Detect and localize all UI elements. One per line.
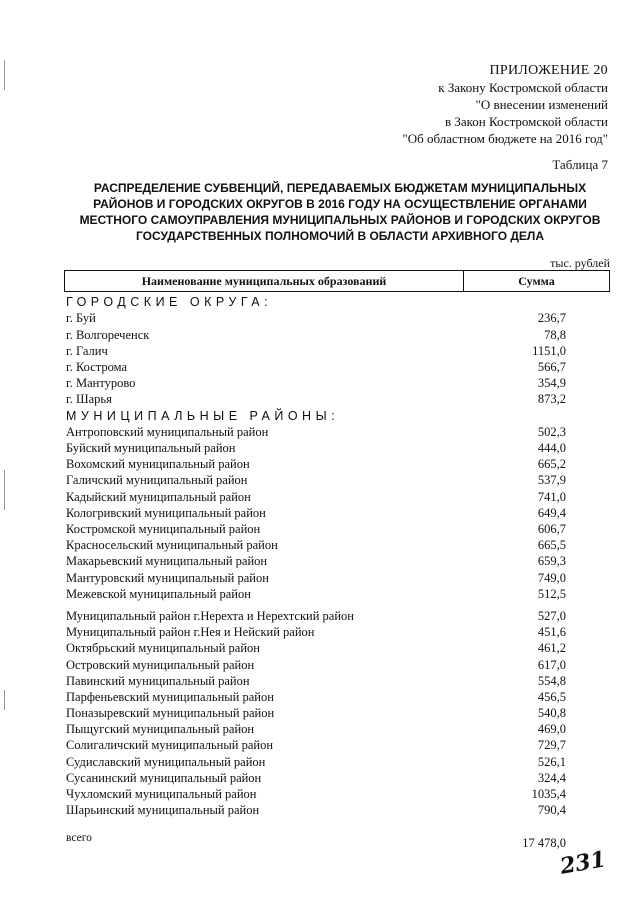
municipality-name: Солигаличский муниципальный район [66, 738, 274, 753]
scan-edge-mark [4, 690, 5, 710]
table-row [66, 472, 566, 488]
municipality-name: Павинский муниципальный район [66, 673, 250, 688]
table-row [66, 391, 566, 407]
title-line: МЕСТНОГО САМОУПРАВЛЕНИЯ МУНИЦИПАЛЬНЫХ РАЙОНОВ И ГОРОДСКИХ ОКРУГОВ [79, 213, 601, 227]
units-label: тыс. рублей [550, 256, 610, 270]
subvention-amount: 649,4 [537, 505, 566, 520]
subvention-amount: 456,5 [537, 689, 566, 704]
subvention-amount: 1151,0 [532, 343, 566, 358]
annex-line: "Об областном бюджете на 2016 год" [402, 131, 608, 146]
subvention-amount: 537,9 [537, 473, 566, 488]
municipality-name: г. Мантурово [66, 376, 136, 391]
annex-line: "О внесении изменений [475, 97, 608, 112]
table-row [66, 640, 566, 656]
table-row [66, 553, 566, 569]
subvention-amount: 741,0 [537, 489, 566, 504]
municipality-name: Макарьевский муниципальный район [66, 554, 268, 569]
table-row [66, 586, 566, 602]
page-number: 231 [558, 846, 608, 880]
subvention-amount: 512,5 [537, 586, 566, 601]
table-row [66, 424, 566, 440]
municipality-name: Вохомский муниципальный район [66, 457, 250, 472]
scan-edge-mark [4, 470, 5, 510]
subvention-amount: 236,7 [537, 311, 566, 326]
municipality-name: Кологривский муниципальный район [66, 505, 266, 520]
subvention-amount: 790,4 [537, 803, 566, 818]
subvention-amount: 451,6 [537, 625, 566, 640]
subvention-amount: 324,4 [537, 770, 566, 785]
municipality-name: Красносельский муниципальный район [66, 538, 278, 553]
municipality-name: Мантуровский муниципальный район [66, 570, 269, 585]
table-row [66, 440, 566, 456]
municipality-name: Кадыйский муниципальный район [66, 489, 251, 504]
municipality-name: Судиславский муниципальный район [66, 754, 266, 769]
table-row [66, 673, 566, 689]
title-line: ГОСУДАРСТВЕННЫХ ПОЛНОМОЧИЙ В ОБЛАСТИ АРХИВНОГО ДЕЛА [135, 229, 545, 243]
subvention-amount: 1035,4 [531, 787, 566, 802]
table-row [66, 770, 566, 786]
table-row [66, 456, 566, 472]
table-row [66, 657, 566, 673]
municipality-name: Чухломский муниципальный район [66, 787, 257, 802]
municipality-name: Межевской муниципальный район [66, 586, 251, 601]
municipality-name: г. Буй [66, 311, 96, 326]
municipality-name: Буйский муниципальный район [66, 441, 236, 456]
subvention-amount: 78,8 [544, 327, 566, 342]
subvention-amount: 729,7 [537, 738, 566, 753]
table-row [66, 570, 566, 586]
subvention-amount: 665,2 [537, 457, 566, 472]
subvention-amount: 566,7 [537, 359, 566, 374]
table-row [66, 327, 566, 343]
municipality-name: Октябрьский муниципальный район [66, 641, 260, 656]
table-row [66, 689, 566, 705]
table-row [66, 537, 566, 553]
municipality-name: Костромской муниципальный район [66, 522, 261, 537]
annex-title: ПРИЛОЖЕНИЕ 20 [489, 63, 608, 78]
municipality-name: Пыщугский муниципальный район [66, 722, 255, 737]
table-row [66, 343, 566, 359]
municipality-name: г. Галич [66, 343, 108, 358]
subvention-amount: 554,8 [537, 673, 566, 688]
municipality-name: Муниципальный район г.Нерехта и Нерехтский район [66, 608, 354, 623]
municipality-name: Парфеньевский муниципальный район [66, 689, 274, 704]
subvention-amount: 749,0 [537, 570, 566, 585]
table-body [66, 294, 566, 818]
total-label: всего [66, 832, 92, 844]
table-row [66, 721, 566, 737]
table-header [64, 270, 610, 292]
municipality-name: Антроповский муниципальный район [66, 424, 269, 439]
table-row [66, 521, 566, 537]
subvention-amount: 665,5 [537, 538, 566, 553]
scan-edge-mark [4, 60, 5, 90]
title-line: РАСПРЕДЕЛЕНИЕ СУБВЕНЦИЙ, ПЕРЕДАВАЕМЫХ БЮДЖЕТАМ МУНИЦИПАЛЬНЫХ [93, 181, 587, 195]
document-title [70, 180, 610, 244]
subvention-amount: 659,3 [537, 554, 566, 569]
table-row [66, 310, 566, 326]
subvention-amount: 469,0 [537, 722, 566, 737]
section-heading: МУНИЦИПАЛЬНЫЕ РАЙОНЫ: [66, 408, 340, 423]
title-line: РАЙОНОВ И ГОРОДСКИХ ОКРУГОВ В 2016 ГОДУ НА ОСУЩЕСТВЛЕНИЕ ОРГАНАМИ [93, 197, 587, 211]
subvention-amount: 617,0 [537, 657, 566, 672]
subvention-amount: 873,2 [537, 392, 566, 407]
table-row [66, 624, 566, 640]
municipality-name: г. Волгореченск [66, 327, 150, 342]
column-header-name: Наименование муниципальных образований [65, 271, 464, 292]
municipality-name: Муниципальный район г.Нея и Нейский район [66, 625, 315, 640]
municipality-name: Островский муниципальный район [66, 657, 255, 672]
table-row [66, 737, 566, 753]
municipality-name: Галичский муниципальный район [66, 473, 248, 488]
subvention-amount: 606,7 [537, 522, 566, 537]
annex-line: к Закону Костромской области [438, 80, 608, 95]
table-row [66, 786, 566, 802]
municipality-name: Шарьинский муниципальный район [66, 803, 260, 818]
annex-header [402, 62, 608, 147]
table-row [66, 608, 566, 624]
subvention-amount: 527,0 [537, 608, 566, 623]
table-row [66, 802, 566, 818]
table-row [66, 375, 566, 391]
subvention-amount: 502,3 [537, 424, 566, 439]
table-row [66, 754, 566, 770]
section-heading: ГОРОДСКИЕ ОКРУГА: [66, 295, 273, 309]
subvention-amount: 354,9 [537, 376, 566, 391]
column-header-sum: Сумма [464, 271, 610, 292]
table-row [66, 489, 566, 505]
subvention-amount: 540,8 [537, 706, 566, 721]
annex-line: в Закон Костромской области [444, 114, 608, 129]
table-row [66, 705, 566, 721]
table-number: Таблица 7 [552, 157, 608, 172]
table-row [66, 359, 566, 375]
subvention-amount: 461,2 [537, 641, 566, 656]
subvention-amount: 444,0 [537, 441, 566, 456]
municipality-name: Сусанинский муниципальный район [66, 770, 262, 785]
subvention-amount: 526,1 [537, 754, 566, 769]
municipality-name: Поназыревский муниципальный район [66, 706, 275, 721]
municipality-name: г. Шарья [66, 392, 112, 407]
total-value: 17 478,0 [522, 836, 566, 850]
table-row [66, 505, 566, 521]
municipality-name: г. Кострома [66, 359, 128, 374]
